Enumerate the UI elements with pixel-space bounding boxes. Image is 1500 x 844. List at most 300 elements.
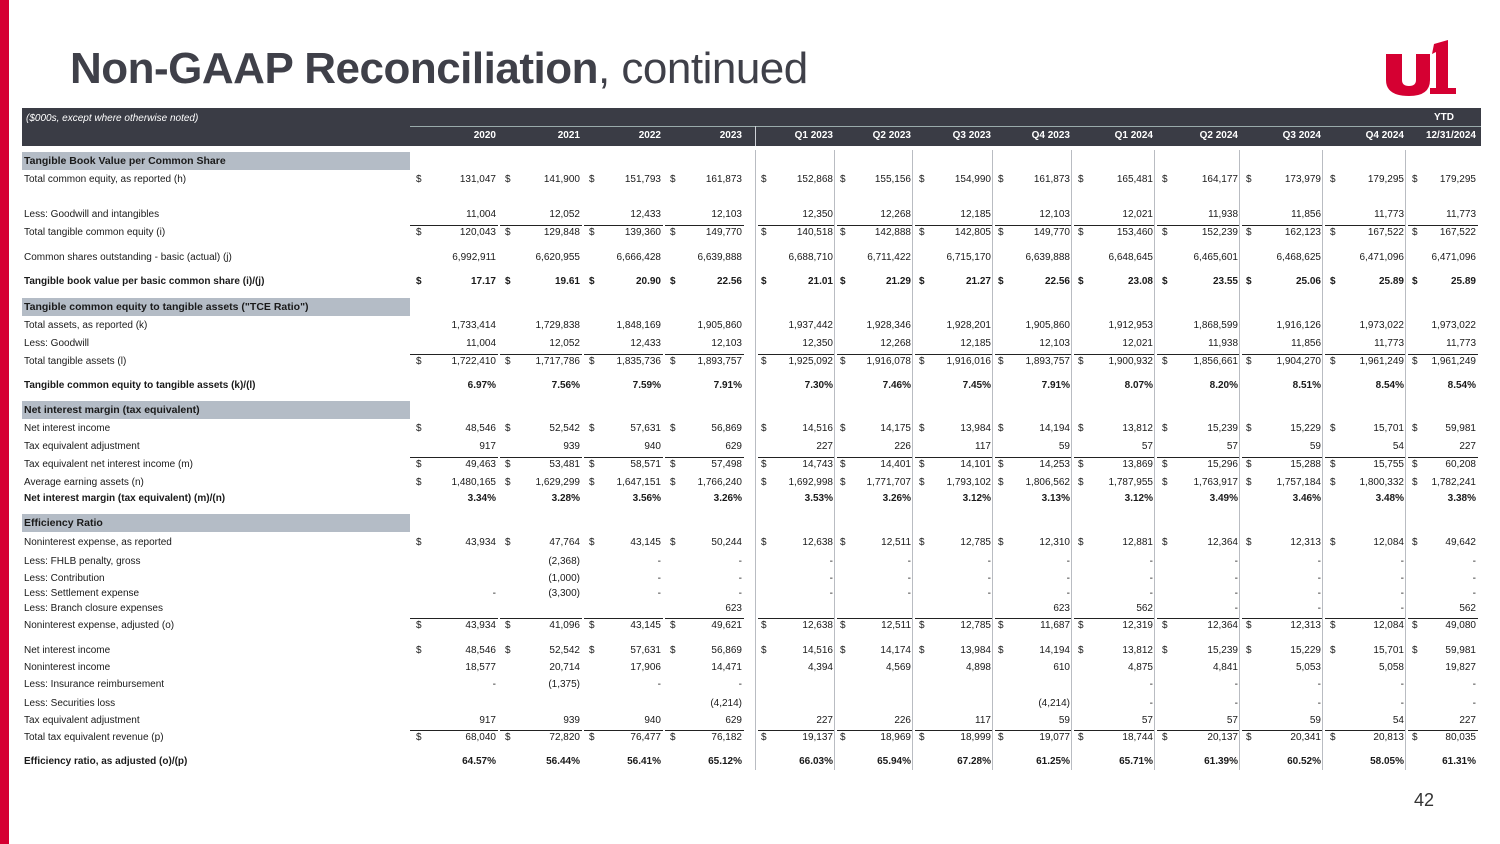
subtotal-rule [915, 618, 993, 619]
value-cell: - [1472, 573, 1476, 584]
row-label: Total assets, as reported (k) [24, 320, 148, 331]
value-cell: 162,123 [1284, 227, 1321, 238]
section-header: Tangible Book Value per Common Share [22, 152, 410, 170]
value-cell: - [1234, 603, 1238, 614]
subtotal-rule [995, 354, 1072, 355]
column-header: 2023 [719, 130, 742, 141]
value-cell: 12,103 [1039, 209, 1070, 220]
dollar-sign: $ [416, 477, 422, 488]
value-cell: 15,296 [1207, 459, 1238, 470]
row-label: Tangible common equity to tangible assets (k)/(l) [24, 380, 256, 391]
column-header: Q1 2023 [794, 130, 833, 141]
value-cell: 623 [1053, 603, 1070, 614]
subtotal-rule [995, 457, 1072, 458]
value-cell: 141,900 [543, 174, 580, 185]
value-cell: 12,310 [1039, 537, 1070, 548]
value-cell: 43,934 [465, 537, 496, 548]
column-header: Q3 2023 [952, 130, 991, 141]
value-cell: 3.49% [1209, 493, 1238, 504]
dollar-sign: $ [919, 477, 925, 488]
value-cell: 6,688,710 [788, 252, 833, 263]
value-cell: 3.38% [1447, 493, 1476, 504]
dollar-sign: $ [1330, 356, 1336, 367]
value-cell: 1,856,661 [1193, 356, 1238, 367]
subtotal-rule [1408, 225, 1478, 226]
value-cell: 940 [644, 715, 661, 726]
subtotal-rule [1325, 618, 1406, 619]
value-cell: - [657, 556, 661, 567]
value-cell: 60,208 [1445, 459, 1476, 470]
dollar-sign: $ [1330, 620, 1336, 631]
value-cell: 3.48% [1375, 493, 1404, 504]
value-cell: 167,522 [1439, 227, 1476, 238]
value-cell: 22.56 [716, 276, 742, 287]
dollar-sign: $ [416, 276, 422, 287]
value-cell: 1,629,299 [535, 477, 580, 488]
dollar-sign: $ [505, 423, 511, 434]
value-cell: 12,103 [711, 338, 742, 349]
value-cell: 59 [1309, 715, 1321, 726]
value-cell: 7.45% [962, 380, 991, 391]
row-label: Total tangible common equity (i) [24, 227, 166, 238]
dollar-sign: $ [998, 459, 1004, 470]
value-cell: 4,875 [1127, 662, 1153, 673]
dollar-sign: $ [1162, 174, 1168, 185]
value-cell: 8.54% [1375, 380, 1404, 391]
dollar-sign: $ [919, 537, 925, 548]
value-cell: 65.94% [877, 756, 911, 767]
value-cell: 59,981 [1445, 423, 1476, 434]
value-cell: 56.44% [546, 756, 580, 767]
dollar-sign: $ [1412, 423, 1418, 434]
dollar-sign: $ [1162, 620, 1168, 631]
column-divider [834, 150, 835, 770]
value-cell: 15,755 [1373, 459, 1404, 470]
dollar-sign: $ [1078, 477, 1084, 488]
slide-title [70, 44, 808, 94]
dollar-sign: $ [919, 227, 925, 238]
dollar-sign: $ [1330, 477, 1336, 488]
value-cell: 21.29 [885, 276, 911, 287]
value-cell: 14,101 [960, 459, 991, 470]
value-cell: 7.56% [551, 380, 580, 391]
value-cell: 6,711,422 [867, 252, 911, 263]
subtotal-rule [837, 354, 913, 355]
dollar-sign: $ [840, 645, 846, 656]
column-header: Q4 2023 [1031, 130, 1070, 141]
value-cell: 1,916,016 [946, 356, 991, 367]
value-cell: 179,295 [1439, 174, 1476, 185]
value-cell: - [1317, 679, 1321, 690]
value-cell: 12,313 [1290, 537, 1321, 548]
value-cell: 12,511 [881, 620, 911, 631]
value-cell: 59 [1309, 441, 1321, 452]
value-cell: - [1400, 698, 1404, 709]
subtotal-rule [665, 225, 744, 226]
value-cell: 1,763,917 [1193, 477, 1238, 488]
subtotal-rule [1157, 730, 1240, 731]
value-cell: 23.08 [1127, 276, 1153, 287]
value-cell: 1,806,562 [1025, 477, 1070, 488]
column-divider [1071, 150, 1072, 770]
value-cell: - [1234, 556, 1238, 567]
row-label: Less: Insurance reimbursement [24, 679, 165, 690]
dollar-sign: $ [761, 537, 767, 548]
column-header: 2022 [638, 130, 661, 141]
dollar-sign: $ [1246, 537, 1252, 548]
table-row [0, 276, 1500, 290]
value-cell: 12,638 [802, 537, 833, 548]
value-cell: 6,468,625 [1276, 252, 1321, 263]
subtotal-rule [1242, 730, 1323, 731]
value-cell: 14,253 [1039, 459, 1070, 470]
table-row [0, 477, 1500, 491]
value-cell: - [1149, 556, 1153, 567]
value-cell: - [1472, 679, 1476, 690]
dollar-sign: $ [761, 423, 767, 434]
subtotal-rule [837, 457, 913, 458]
value-cell: 1,793,102 [946, 477, 991, 488]
value-cell: 65.71% [1119, 756, 1153, 767]
value-cell: 19,827 [1445, 662, 1476, 673]
value-cell: 12,433 [630, 338, 661, 349]
value-cell: - [1472, 588, 1476, 599]
value-cell: 17.17 [470, 276, 496, 287]
dollar-sign: $ [998, 356, 1004, 367]
table-row [0, 459, 1500, 473]
dollar-sign: $ [1412, 537, 1418, 548]
dollar-sign: $ [919, 645, 925, 656]
column-header: Q2 2023 [872, 130, 911, 141]
dollar-sign: $ [1330, 459, 1336, 470]
row-label: Tax equivalent adjustment [24, 715, 140, 726]
dollar-sign: $ [1162, 227, 1168, 238]
value-cell: 12,319 [1122, 620, 1153, 631]
subtotal-rule [837, 730, 913, 731]
value-cell: 19,077 [1039, 732, 1070, 743]
value-cell: 12,084 [1373, 620, 1404, 631]
value-cell: 1,835,736 [616, 356, 661, 367]
subtotal-rule [915, 457, 993, 458]
dollar-sign: $ [1412, 645, 1418, 656]
value-cell: 43,934 [465, 620, 496, 631]
dollar-sign: $ [670, 645, 676, 656]
subtotal-rule [500, 618, 582, 619]
dollar-sign: $ [416, 459, 422, 470]
dollar-sign: $ [840, 537, 846, 548]
dollar-sign: $ [1078, 227, 1084, 238]
subtotal-rule [500, 225, 582, 226]
subtotal-rule [410, 457, 498, 458]
value-cell: 12,364 [1207, 620, 1238, 631]
table-row [0, 423, 1500, 437]
table-row [0, 679, 1500, 693]
dollar-sign: $ [416, 356, 422, 367]
value-cell: 67.28% [957, 756, 991, 767]
column-header: Q2 2024 [1199, 130, 1238, 141]
value-cell: 939 [563, 441, 580, 452]
value-cell: 66.03% [799, 756, 833, 767]
value-cell: - [1149, 679, 1153, 690]
subtotal-rule [758, 618, 835, 619]
row-label: Common shares outstanding - basic (actual) (j) [24, 252, 232, 263]
value-cell: 12,268 [880, 338, 911, 349]
row-label: Noninterest expense, as reported [24, 537, 172, 548]
value-cell: 562 [1459, 603, 1476, 614]
dollar-sign: $ [840, 356, 846, 367]
subtotal-rule [500, 457, 582, 458]
dollar-sign: $ [840, 423, 846, 434]
value-cell: 52,542 [549, 423, 580, 434]
value-cell: 1,766,240 [697, 477, 742, 488]
dollar-sign: $ [589, 174, 595, 185]
column-header: Q1 2024 [1114, 130, 1153, 141]
value-cell: 151,793 [624, 174, 661, 185]
dollar-sign: $ [761, 620, 767, 631]
value-cell: 629 [725, 715, 742, 726]
dollar-sign: $ [505, 227, 511, 238]
value-cell: 6,639,888 [1025, 252, 1070, 263]
value-cell: 7.59% [632, 380, 661, 391]
subtotal-rule [500, 730, 582, 731]
value-cell: 1,916,078 [866, 356, 911, 367]
dollar-sign: $ [1246, 174, 1252, 185]
value-cell: 3.12% [962, 493, 991, 504]
value-cell: 20,714 [549, 662, 580, 673]
value-cell: 3.53% [804, 493, 833, 504]
value-cell: - [1400, 603, 1404, 614]
value-cell: 17,906 [630, 662, 661, 673]
value-cell: - [1149, 588, 1153, 599]
dollar-sign: $ [505, 459, 511, 470]
value-cell: 15,229 [1290, 423, 1321, 434]
value-cell: 57,631 [630, 645, 661, 656]
value-cell: 14,516 [802, 423, 833, 434]
value-cell: 940 [644, 441, 661, 452]
value-cell: 15,288 [1290, 459, 1321, 470]
value-cell: 59 [1058, 715, 1070, 726]
dollar-sign: $ [1246, 645, 1252, 656]
dollar-sign: $ [505, 620, 511, 631]
value-cell: 12,268 [880, 209, 911, 220]
value-cell: - [1317, 588, 1321, 599]
value-cell: 1,900,932 [1108, 356, 1153, 367]
value-cell: - [738, 556, 742, 567]
value-cell: 6,471,096 [1359, 252, 1404, 263]
value-cell: 167,522 [1367, 227, 1404, 238]
table-row [0, 320, 1500, 334]
value-cell: 1,782,241 [1431, 477, 1476, 488]
value-cell: 3.46% [1292, 493, 1321, 504]
dollar-sign: $ [505, 174, 511, 185]
dollar-sign: $ [761, 227, 767, 238]
value-cell: 11,773 [1374, 209, 1404, 220]
value-cell: 8.20% [1209, 380, 1238, 391]
value-cell: 129,848 [543, 227, 580, 238]
value-cell: - [1400, 556, 1404, 567]
table-row [0, 715, 1500, 729]
subtotal-rule [995, 730, 1072, 731]
value-cell: 57 [1226, 715, 1238, 726]
row-label: Less: Goodwill [24, 338, 90, 349]
dollar-sign: $ [589, 477, 595, 488]
value-cell: 25.89 [1450, 276, 1476, 287]
value-cell: (1,375) [548, 679, 580, 690]
value-cell: 48,546 [465, 423, 496, 434]
dollar-sign: $ [1162, 276, 1168, 287]
value-cell: 65.12% [708, 756, 742, 767]
value-cell: 14,743 [802, 459, 833, 470]
value-cell: 4,569 [885, 662, 911, 673]
value-cell: 21.01 [807, 276, 833, 287]
dollar-sign: $ [1162, 459, 1168, 470]
value-cell: 139,360 [624, 227, 661, 238]
value-cell: 57 [1226, 441, 1238, 452]
dollar-sign: $ [1162, 423, 1168, 434]
company-logo [1384, 40, 1458, 101]
units-note: ($000s, except where otherwise noted) [26, 113, 199, 124]
dollar-sign: $ [505, 732, 511, 743]
value-cell: 6,471,096 [1431, 252, 1476, 263]
table-row [0, 556, 1500, 570]
row-label: Total tax equivalent revenue (p) [24, 732, 164, 743]
dollar-sign: $ [589, 732, 595, 743]
subtotal-rule [1074, 225, 1155, 226]
value-cell: 1,757,184 [1276, 477, 1321, 488]
value-cell: 3.56% [632, 493, 661, 504]
value-cell: - [657, 573, 661, 584]
subtotal-rule [1074, 457, 1155, 458]
value-cell: 1,905,860 [1025, 320, 1070, 331]
value-cell: 61.39% [1204, 756, 1238, 767]
dollar-sign: $ [670, 356, 676, 367]
dollar-sign: $ [505, 645, 511, 656]
subtotal-rule [915, 730, 993, 731]
dollar-sign: $ [1412, 620, 1418, 631]
dollar-sign: $ [919, 174, 925, 185]
table-row [0, 573, 1500, 587]
value-cell: - [1149, 573, 1153, 584]
value-cell: 1,928,201 [946, 320, 991, 331]
value-cell: 3.13% [1041, 493, 1070, 504]
value-cell: 56,869 [711, 645, 742, 656]
row-label: Total common equity, as reported (h) [24, 174, 187, 185]
value-cell: 11,773 [1446, 338, 1476, 349]
value-cell: 1,912,953 [1108, 320, 1153, 331]
value-cell: 11,856 [1291, 209, 1321, 220]
dollar-sign: $ [1330, 227, 1336, 238]
table-row [0, 252, 1500, 266]
subtotal-rule [1074, 618, 1155, 619]
dollar-sign: $ [1078, 620, 1084, 631]
value-cell: 43,145 [630, 537, 661, 548]
value-cell: 4,841 [1212, 662, 1238, 673]
value-cell: 15,701 [1373, 423, 1404, 434]
row-label: Less: Settlement expense [24, 588, 140, 599]
value-cell: 117 [975, 715, 991, 726]
value-cell: 3.26% [882, 493, 911, 504]
value-cell: - [1234, 698, 1238, 709]
value-cell: 7.30% [804, 380, 833, 391]
dollar-sign: $ [1330, 423, 1336, 434]
dollar-sign: $ [1162, 477, 1168, 488]
value-cell: 12,350 [802, 209, 833, 220]
value-cell: (4,214) [710, 698, 742, 709]
subtotal-rule [500, 354, 582, 355]
value-cell: - [738, 573, 742, 584]
value-cell: 11,004 [466, 209, 496, 220]
value-cell: - [1149, 698, 1153, 709]
value-cell: - [987, 573, 991, 584]
dollar-sign: $ [416, 227, 422, 238]
value-cell: 20,813 [1373, 732, 1404, 743]
value-cell: 12,313 [1290, 620, 1321, 631]
table-row [0, 537, 1500, 551]
subtotal-rule [584, 618, 663, 619]
value-cell: 20.90 [635, 276, 661, 287]
value-cell: 11,938 [1208, 209, 1238, 220]
row-label: Less: FHLB penalty, gross [24, 556, 141, 567]
row-label: Efficiency ratio, as adjusted (o)/(p) [24, 756, 188, 767]
value-cell: 6,620,955 [535, 252, 580, 263]
subtotal-rule [1242, 354, 1323, 355]
subtotal-rule [665, 457, 744, 458]
value-cell: 1,868,599 [1193, 320, 1238, 331]
value-cell: - [1400, 679, 1404, 690]
value-cell: 152,868 [796, 174, 833, 185]
dollar-sign: $ [670, 732, 676, 743]
dollar-sign: $ [919, 459, 925, 470]
subtotal-rule [915, 225, 993, 226]
dollar-sign: $ [998, 620, 1004, 631]
dollar-sign: $ [505, 356, 511, 367]
value-cell: 11,938 [1208, 338, 1238, 349]
value-cell: 149,770 [705, 227, 742, 238]
dollar-sign: $ [840, 620, 846, 631]
value-cell: 15,239 [1207, 645, 1238, 656]
dollar-sign: $ [1078, 459, 1084, 470]
subtotal-rule [1408, 457, 1478, 458]
value-cell: 12,881 [1122, 537, 1153, 548]
subtotal-rule [758, 225, 835, 226]
table-row [0, 620, 1500, 634]
subtotal-rule [1242, 618, 1323, 619]
value-cell: 15,239 [1207, 423, 1238, 434]
value-cell: 3.26% [713, 493, 742, 504]
dollar-sign: $ [1162, 732, 1168, 743]
dollar-sign: $ [840, 276, 846, 287]
row-label: Less: Branch closure expenses [24, 603, 163, 614]
value-cell: 12,638 [802, 620, 833, 631]
value-cell: 227 [816, 441, 833, 452]
value-cell: 57,498 [711, 459, 742, 470]
dollar-sign: $ [1246, 227, 1252, 238]
value-cell: 1,480,165 [451, 477, 496, 488]
dollar-sign: $ [589, 227, 595, 238]
value-cell: 14,194 [1039, 645, 1070, 656]
value-cell: 1,905,860 [697, 320, 742, 331]
dollar-sign: $ [505, 537, 511, 548]
value-cell: (1,000) [548, 573, 580, 584]
value-cell: 117 [975, 441, 991, 452]
value-cell: 57 [1141, 715, 1153, 726]
dollar-sign: $ [761, 356, 767, 367]
value-cell: 76,477 [630, 732, 661, 743]
value-cell: 629 [725, 441, 742, 452]
section-header: Net interest margin (tax equivalent) [22, 401, 410, 419]
dollar-sign: $ [505, 477, 511, 488]
column-divider [992, 150, 993, 770]
